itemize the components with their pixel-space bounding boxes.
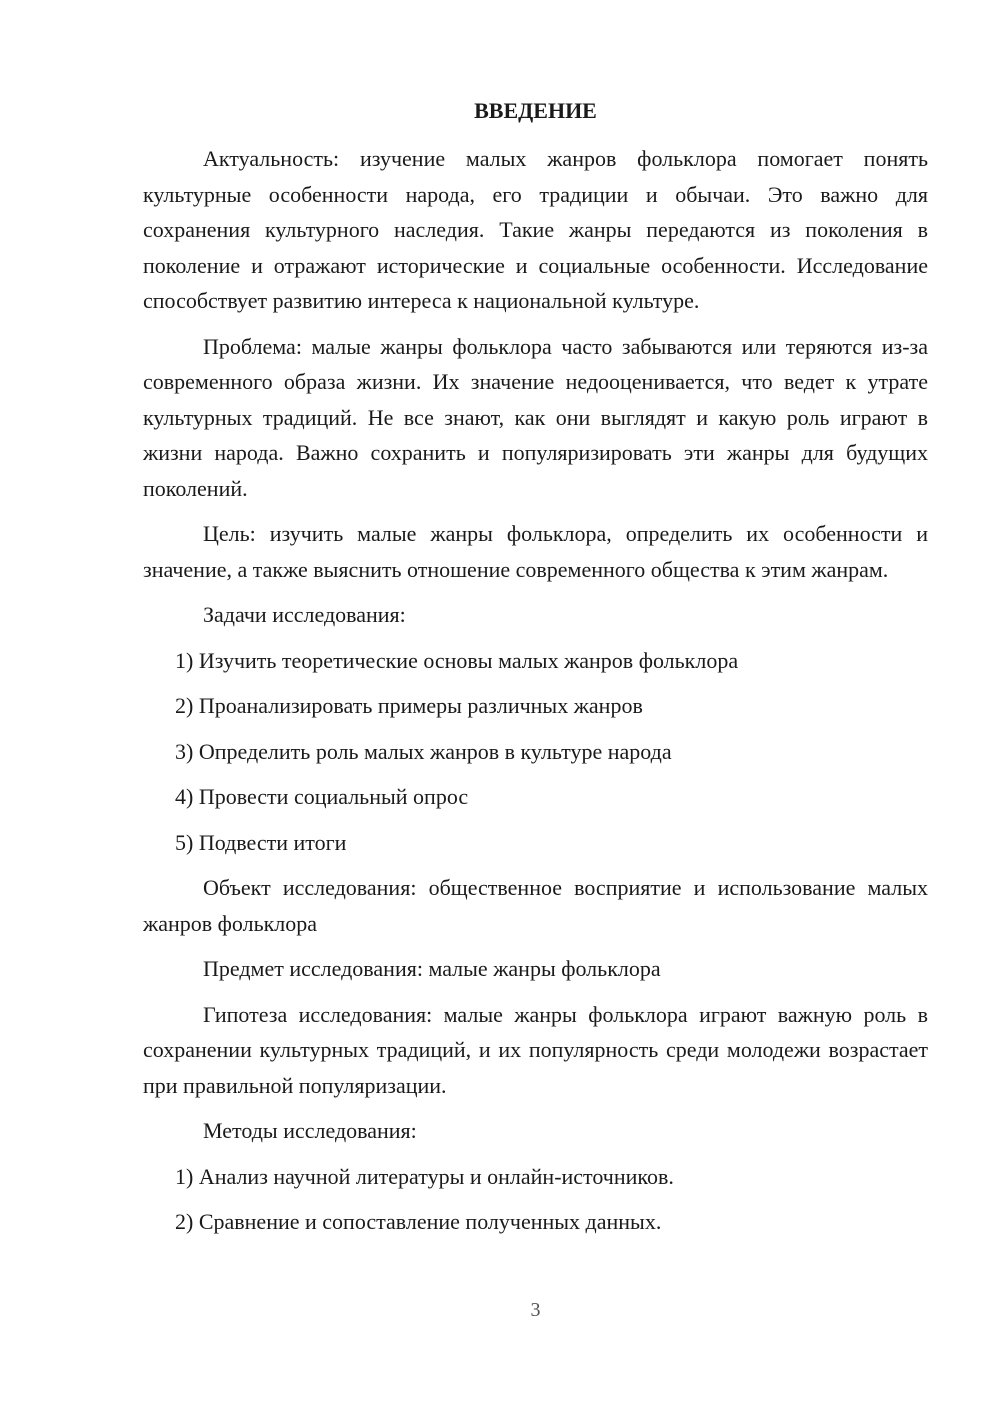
page-number: 3 bbox=[530, 1299, 541, 1321]
page-title: ВВЕДЕНИЕ bbox=[474, 98, 597, 123]
object-paragraph: Объект исследования: общественное восприятие и использование малых жанров фольклора bbox=[143, 875, 928, 936]
method-item: 2) Сравнение и сопоставление полученных данных. bbox=[175, 1209, 662, 1234]
task-item: 5) Подвести итоги bbox=[175, 829, 347, 855]
task-item: 2) Проанализировать примеры различных жанров bbox=[175, 693, 643, 718]
problem-paragraph: Проблема: малые жанры фольклора часто забываются или теряются из-за современного образа жизни. Их значение недооценивается, что ведет к утрате культурных традиций. Не все знают, как они выглядят и какую роль играют в жизни народа. Важно сохранить и популяризировать эти жанры для будущих поколений. bbox=[143, 333, 928, 501]
task-item: 1) Изучить теоретические основы малых жанров фольклора bbox=[175, 647, 739, 673]
method-item: 1) Анализ научной литературы и онлайн-источников. bbox=[175, 1163, 674, 1189]
methods-heading: Методы исследования: bbox=[203, 1118, 417, 1143]
tasks-heading: Задачи исследования: bbox=[203, 602, 406, 627]
subject-paragraph: Предмет исследования: малые жанры фольклора bbox=[203, 956, 661, 981]
task-item: 3) Определить роль малых жанров в культуре народа bbox=[175, 738, 672, 764]
relevance-paragraph: Актуальность: изучение малых жанров фольклора помогает понять культурные особенности народа, его традиции и обычаи. Это важно для сохранения культурного наследия. Такие жанры передаются из поколения в поколение и отражают исторические и социальные особенности. Исследование способствует развитию интереса к национальной культуре. bbox=[143, 146, 928, 313]
task-item: 4) Провести социальный опрос bbox=[175, 784, 469, 809]
goal-paragraph: Цель: изучить малые жанры фольклора, определить их особенности и значение, а также выяснить отношение современного общества к этим жанрам. bbox=[143, 521, 928, 582]
hypothesis-paragraph: Гипотеза исследования: малые жанры фольклора играют важную роль в сохранении культурных традиций, и их популярность среди молодежи возрастает при правильной популяризации. bbox=[143, 1001, 928, 1098]
document-page bbox=[143, 0, 928, 1414]
document-body bbox=[143, 141, 928, 1250]
